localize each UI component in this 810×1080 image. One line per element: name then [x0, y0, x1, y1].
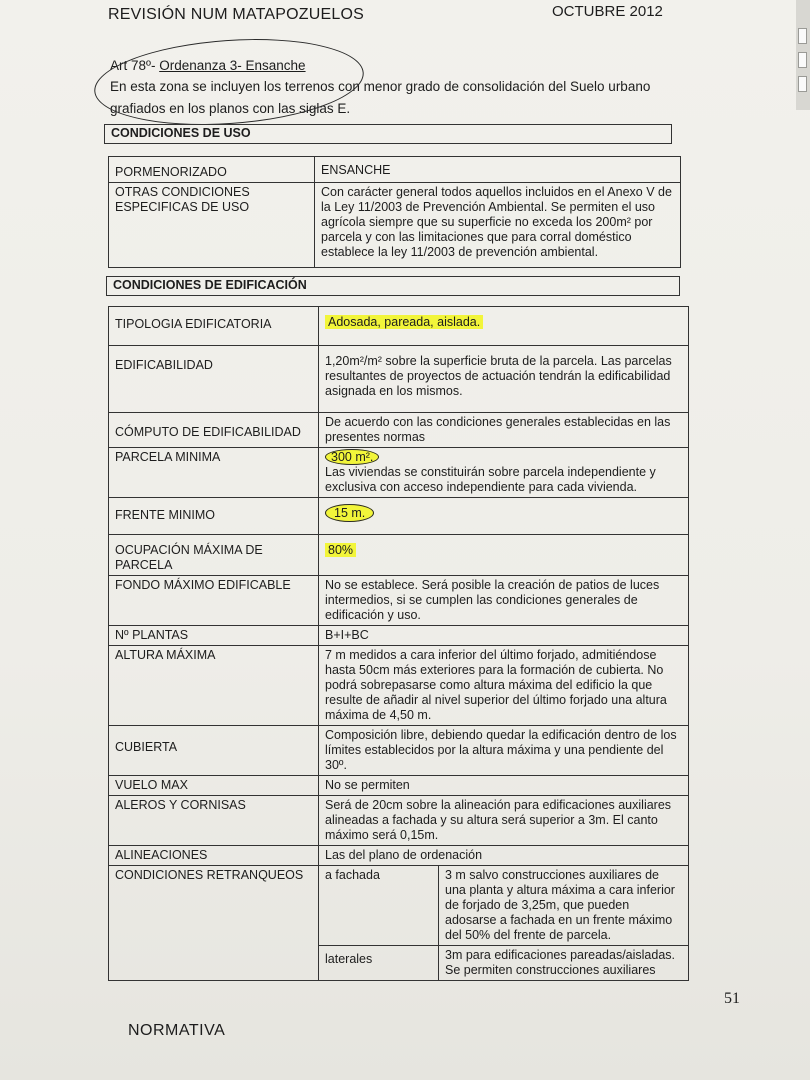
row-value: Las del plano de ordenación	[319, 846, 689, 866]
uso-value: Con carácter general todos aquellos incluidos en el Anexo V de la Ley 11/2003 de Prevención Ambiental. Se permiten el uso agrícola siempre que su superficie no exceda los 200m² por parcela y con las limitaciones que para corral doméstico establece la ley 11/2003 de prevención ambiental.	[315, 183, 681, 268]
row-label: ALTURA MÁXIMA	[109, 646, 319, 726]
binder-edge	[796, 0, 810, 110]
row-label: PARCELA MINIMA	[109, 448, 319, 498]
row-value	[319, 535, 689, 576]
highlighted-value: 80%	[325, 543, 356, 557]
sub-value: 3m para edificaciones pareadas/aisladas. Se permiten construcciones auxiliares	[439, 946, 689, 981]
row-label: FONDO MÁXIMO EDIFICABLE	[109, 576, 319, 626]
table-row	[109, 535, 689, 576]
article-prefix: Art 78º-	[110, 58, 160, 73]
table-row	[109, 157, 681, 183]
row-label: OCUPACIÓN MÁXIMA DE PARCELA	[109, 535, 319, 576]
highlighted-value: 300 m².	[325, 449, 379, 465]
row-label: CÓMPUTO DE EDIFICABILIDAD	[109, 413, 319, 448]
row-label: EDIFICABILIDAD	[109, 346, 319, 413]
highlighted-value: 15 m.	[325, 504, 374, 522]
header-title: REVISIÓN NUM MATAPOZUELOS	[108, 6, 364, 23]
row-value: B+I+BC	[319, 626, 689, 646]
article-ordinance: Ordenanza 3- Ensanche	[159, 58, 306, 73]
table-row	[109, 866, 689, 946]
row-value: No se establece. Será posible la creación de patios de luces intermedios, si se cumplen las condiciones generales de edificación y uso.	[319, 576, 689, 626]
footer-label: NORMATIVA	[128, 1022, 226, 1039]
sub-label: laterales	[319, 946, 439, 981]
intro-line-2: grafiados en los planos con las siglas E.	[110, 101, 351, 116]
row-value: De acuerdo con las condiciones generales establecidas en las presentes normas	[319, 413, 689, 448]
table-row	[109, 448, 689, 498]
table-row	[109, 576, 689, 626]
table-row	[109, 183, 681, 268]
table-row	[109, 846, 689, 866]
row-label: CUBIERTA	[109, 726, 319, 776]
table-row	[109, 413, 689, 448]
row-value: No se permiten	[319, 776, 689, 796]
table-row	[109, 346, 689, 413]
table-row	[109, 776, 689, 796]
highlighted-value: Adosada, pareada, aislada.	[325, 315, 483, 329]
section-title-edificacion: CONDICIONES DE EDIFICACIÓN	[106, 276, 680, 296]
row-label: ALINEACIONES	[109, 846, 319, 866]
row-value: 1,20m²/m² sobre la superficie bruta de la parcela. Las parcelas resultantes de proyectos de actuación tendrán la edificabilidad asignada en los mismos.	[319, 346, 689, 413]
row-value	[319, 448, 689, 498]
header-date: OCTUBRE 2012	[552, 3, 663, 20]
uso-label: PORMENORIZADO	[109, 157, 315, 183]
intro-line-1: En esta zona se incluyen los terrenos con menor grado de consolidación del Suelo urbano	[110, 79, 651, 94]
uso-value: ENSANCHE	[315, 157, 681, 183]
sub-value: 3 m salvo construcciones auxiliares de una planta y altura máxima a cara inferior de forjado de 3,25m, que pueden adosarse a fachada en un frente máximo del 50% del frente de parcela.	[439, 866, 689, 946]
table-row	[109, 498, 689, 535]
edificacion-table	[108, 306, 689, 981]
row-value-text: Las viviendas se constituirán sobre parcela independiente y exclusiva con acceso independiente para cada vivienda.	[325, 465, 656, 494]
table-row	[109, 726, 689, 776]
row-value: Composición libre, debiendo quedar la edificación dentro de los límites establecidos por la altura máxima y una pendiente del 30º.	[319, 726, 689, 776]
row-label: VUELO MAX	[109, 776, 319, 796]
row-value: 7 m medidos a cara inferior del último forjado, admitiéndose hasta 50cm más exteriores para la formación de cubierta. No podrá sobrepasarse como altura máxima del edificio la que resulte de añadir al nivel superior del último forjado una altura máxima de 4,50 m.	[319, 646, 689, 726]
row-value	[319, 307, 689, 346]
row-label: CONDICIONES RETRANQUEOS	[109, 866, 319, 981]
table-row	[109, 307, 689, 346]
section-title-uso: CONDICIONES DE USO	[104, 124, 672, 144]
row-label: TIPOLOGIA EDIFICATORIA	[109, 307, 319, 346]
row-label: FRENTE MINIMO	[109, 498, 319, 535]
row-value	[319, 498, 689, 535]
table-row	[109, 646, 689, 726]
uso-table	[108, 156, 681, 268]
sub-label: a fachada	[319, 866, 439, 946]
row-label: ALEROS Y CORNISAS	[109, 796, 319, 846]
table-row	[109, 626, 689, 646]
table-row	[109, 796, 689, 846]
page-number: 51	[724, 990, 740, 1007]
row-value: Será de 20cm sobre la alineación para edificaciones auxiliares alineadas a fachada y su altura será superior a 3m. El canto máximo será 0,15m.	[319, 796, 689, 846]
uso-label: OTRAS CONDICIONES ESPECIFICAS DE USO	[109, 183, 315, 268]
row-label: Nº PLANTAS	[109, 626, 319, 646]
